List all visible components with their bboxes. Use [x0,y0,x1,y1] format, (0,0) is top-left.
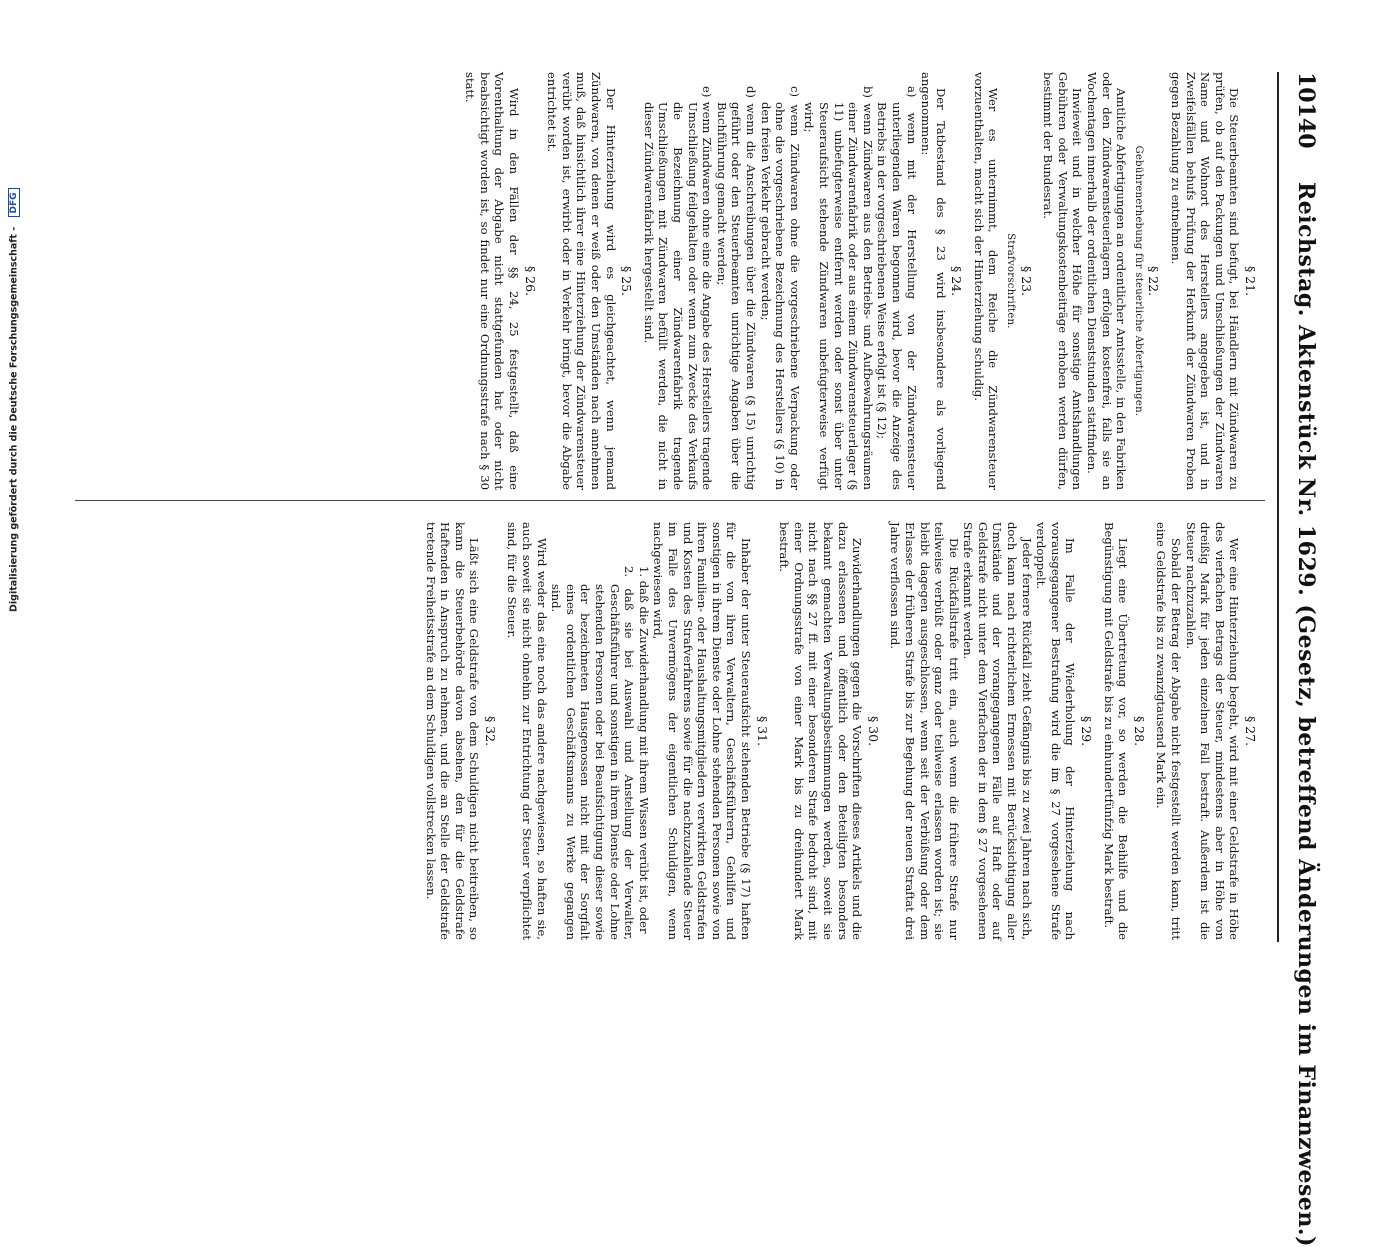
paragraph: Inhaber der unter Steueraufsicht stehenden Betriebe (§ 17) haften für die von ihren Verwaltern, Geschäftsführern, Gehilfen und sonstigen in ihrem Dienste oder Lohne stehenden Personen sowie von ihren Familien- oder Haushaltungsmitgliedern verwirkten Geldstrafen und Kosten des Strafverfahrens sowie für die nachzuzahlende Steuer im Falle des Unvermögens der eigentlichen Schuldigen, wenn nachgewiesen wird, [651,522,753,940]
paragraph: Im Falle der Wiederholung der Hinterziehung nach vorausgegangener Bestrafung wird die im § 27 vorgesehene Strafe verdoppelt. [1034,522,1078,940]
left-column [463,72,1265,490]
paragraph: Der Tatbestand des § 23 wird insbesondere als vorliegend angenommen: [919,72,948,490]
column-divider [75,500,1265,501]
page-number: 10140 [1293,72,1319,149]
section-heading: § 30. [865,715,881,747]
section-heading: § 24. [949,265,965,297]
page-header [1283,72,1319,1247]
section-heading: § 25. [619,265,635,297]
paragraph: Amtliche Abfertigungen an ordentlicher Amtsstelle, in den Fabriken oder den Zündwarensteuerlagern erfolgen kostenfrei, falls sie an Wochentagen innerhalb der ordentlichen Dienststunden stattfinden. [1085,72,1129,490]
list-item: e) wenn Zündwaren ohne eine die Angabe des Herstellers tragende Umschließung feilgehalten oder wenn zum Zwecke des Verkaufs die Bezeichnung einer Zündwarenfabrik tragende Umschließungen mit Zündwaren befüllt werden, die nicht in dieser Zündwarenfabrik hergestellt sind. [641,86,715,490]
paragraph: Die Rückfallstrafe tritt ein, auch wenn die frühere Strafe nur teilweise verbüßt oder ganz oder teilweise erlassen worden ist; sie bleibt dagegen ausgeschlossen, wenn seit der Verbüßung oder dem Erlasse der früheren Strafe bis zur Begehung der neuen Straftat drei Jahre verflossen sind. [888,522,961,940]
section-heading: § 27. [1243,715,1258,747]
section-heading: § 28. [1131,715,1147,747]
list-item: b) wenn Zündwaren aus den Betriebs- und Aufbewahrungsräumen einer Zündwarenfabrik oder aus einem Zündwarensteuerlager (§ 11) unbefugterweise entfernt werden oder sonst über unter Steueraufsicht stehende Zündwaren unbefugterweise verfügt wird; [802,86,875,490]
paragraph: Liegt eine Übertretung vor, so werden die Beihilfe und die Begünstigung mit Geldstrafe bis zu einhundertfünfzig Mark bestraft. [1101,522,1131,940]
paragraph: Wer es unternimmt, dem Reiche die Zündwarensteuer vorzuenthalten, macht sich der Hinterziehung schuldig. [971,72,1001,490]
paragraph: Inwieweit und in welcher Höhe für sonstige Amtshandlungen Gebühren oder Verwaltungskostenbeiträge erhoben werden dürfen, bestimmt der Bundesrat. [1041,72,1085,490]
paragraph: Wird in den Fällen der §§ 24, 25 festgestellt, daß eine Vorenthaltung der Abgabe nicht stattgefunden hat oder nicht beabsichtigt worden ist, so findet nur eine Ordnungsstrafe nach § 30 statt. [463,72,522,490]
section-title: Strafvorschriften. [1005,233,1017,329]
list-item: d) wenn die Anschreibungen über die Zündwaren (§ 15) unrichtig geführt oder den Steuerbeamten unrichtige Angaben über die Buchführung gemacht werden; [714,86,758,490]
section-title: Gebührenerhebung für steuerliche Abfertigungen. [1132,145,1144,417]
section-heading: § 32. [482,715,498,747]
paragraph: Zuwiderhandlungen gegen die Vorschriften dieses Artikels und die dazu erlassenen und öffentlich oder den Beteiligten besonders bekannt gemachten Verwaltungsbestimmungen werden, soweit sie nicht nach §§ 27 ff. mit einer besonderen Strafe bedroht sind, mit einer Ordnungsstrafe von einer Mark bis zu dreihundert Mark bestraft. [777,522,865,940]
paragraph: Wer eine Hinterziehung begeht, wird mit einer Geldstrafe in Höhe des vierfachen Betrags der Steuer, mindestens aber in Höhe von dreißig Mark für jeden einzelnen Fall bestraft. Außerdem ist die Steuer nachzuzahlen. [1183,522,1242,940]
dfg-logo: DFG [8,188,20,217]
paragraph: Sobald der Betrag der Abgabe nicht festgestellt werden kann, tritt eine Geldstrafe bis zu zwanzigtausend Mark ein. [1154,522,1184,940]
footer-text: Digitalisierung gefördert durch die Deutsche Forschungsgemeinschaft - [8,226,20,612]
list-item: 2. daß sie bei Auswahl und Anstellung der Verwalter, Geschäftsführer und sonstigen in ihrem Dienste oder Lohne stehenden Personen oder bei Beaufsichtigung dieser sowie der bezeichneten Hausgenossen nicht mit der Sorgfalt eines ordentlichen Geschäftsmanns zu Werke gegangen sind. [549,566,637,940]
paragraph: Wird weder das eine noch das andere nachgewiesen, so haften sie, auch soweit sie nicht ohnehin zur Entrichtung der Steuer verpflichtet sind, für die Steuer. [505,522,549,940]
list-item: 1. daß die Zuwiderhandlung mit ihrem Wissen verübt ist, oder [636,566,651,934]
paragraph: Die Steuerbeamten sind befugt, bei Händlern mit Zündwaren zu prüfen, ob auf den Packungen und Umschließungen der Zündwaren Name und Wohnort des Herstellers angegeben ist, und in Zweifelsfällen behufs Prüfung der Herkunft der Zündwaren Proben gegen Bezahlung zu entnehmen. [1169,72,1242,490]
paragraph: Läßt sich eine Geldstrafe von dem Schuldigen nicht beitreiben, so kann die Steuerbehörde davon absehen, den für die Geldstrafe Haftenden in Anspruch zu nehmen, und die an Stelle der Geldstrafe tretende Freiheitsstrafe an dem Schuldigen vollstrecken lassen. [423,522,482,940]
page-title: Reichstag. Aktenstück Nr. 1629. (Gesetz, betreffend Änderungen im Finanzwesen.) [1293,182,1319,1247]
paragraph: Der Hinterziehung wird es gleichgeachtet, wenn jemand Zündwaren, von denen er weiß oder den Umständen nach annehmen muß, daß hinsichtlich ihrer eine Hinterziehung der Zündwarensteuer verübt worden ist, erwirbt oder in Verkehr bringt, bevor die Abgabe entrichtet ist. [545,72,618,490]
section-heading: § 21. [1243,265,1258,297]
section-heading: § 31. [754,715,770,747]
paragraph: Jeder fernere Rückfall zieht Gefängnis bis zu zwei Jahren nach sich, doch kann nach richterlichem Ermessen mit Berücksichtigung aller Umstände und der vorangegangenen Fälle auf Haft oder auf Geldstrafe nicht unter dem Vierfachen der in dem § 27 vorgesehenen Strafe erkannt werden. [961,522,1034,940]
digitization-footer [8,192,28,612]
right-column [423,522,1265,940]
header-rule [1277,72,1279,942]
section-heading: § 22. [1146,265,1162,297]
section-heading: § 23. [1018,265,1034,297]
section-heading: § 29. [1079,715,1095,747]
list-item: c) wenn Zündwaren ohne die vorgeschriebene Verpackung oder ohne die vorgeschriebene Bezeichnung des Herstellers (§ 10) in den freien Verkehr gebracht werden; [758,86,802,490]
list-item: a) wenn mit der Herstellung von der Zündwarensteuer unterliegenden Waren begonnen wird, bevor die Anzeige des Betriebs in der vorgeschriebenen Weise erfolgt ist (§ 12); [875,86,919,490]
section-heading: § 26. [522,265,538,297]
